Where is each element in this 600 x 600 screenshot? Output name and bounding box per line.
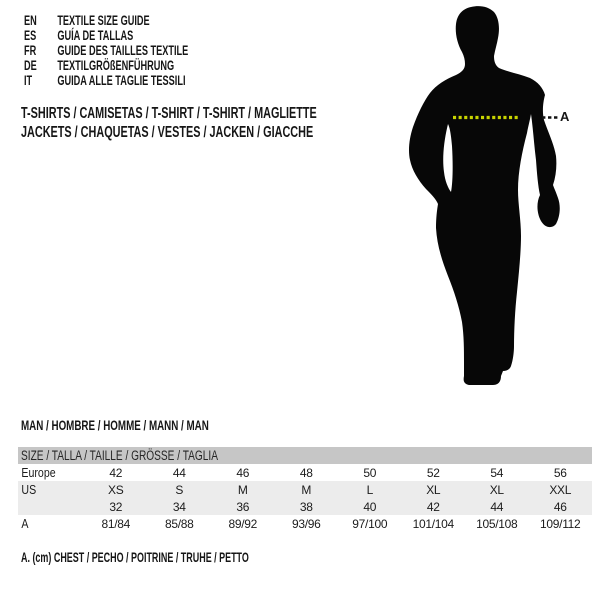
measurement-footnote: A. (cm) CHEST / PECHO / POITRINE / TRUHE / PETTO (21, 549, 249, 565)
table-cell: 93/96 (291, 516, 321, 531)
size-table-header-label: SIZE / TALLA / TAILLE / GRÖSSE / TAGLIA (21, 448, 218, 463)
table-cell: 32 (109, 499, 123, 514)
size-table (18, 447, 592, 532)
language-label: TEXTILE SIZE GUIDE (57, 13, 150, 28)
table-cell: 46 (553, 499, 567, 514)
table-cell: L (366, 482, 373, 497)
language-code: EN (24, 13, 37, 28)
table-cell: 97/100 (352, 516, 388, 531)
table-row-europe (18, 464, 592, 481)
table-cell: 101/104 (412, 516, 454, 531)
row-label: Europe (21, 465, 56, 480)
language-row (24, 43, 188, 58)
row-label: A (21, 516, 29, 531)
garment-categories (21, 105, 317, 142)
table-cell: 54 (490, 465, 504, 480)
language-list (24, 13, 188, 88)
language-label: GUÍA DE TALLAS (57, 28, 134, 43)
table-cell: 42 (426, 499, 440, 514)
table-cell: 34 (172, 499, 186, 514)
table-cell: XXL (549, 482, 572, 497)
language-code: IT (24, 73, 33, 88)
category-line-tshirts: T-SHIRTS / CAMISETAS / T-SHIRT / T-SHIRT / MAGLIETTE (21, 105, 317, 122)
table-cell: 36 (236, 499, 250, 514)
table-cell: M (237, 482, 248, 497)
table-cell: S (175, 482, 184, 497)
category-line-jackets: JACKETS / CHAQUETAS / VESTES / JACKEN / GIACCHE (21, 123, 314, 141)
table-cell: 44 (172, 465, 186, 480)
language-row (24, 73, 188, 88)
size-table-header-bar (18, 447, 592, 464)
language-label: TEXTILGRÖßENFÜHRUNG (57, 58, 175, 73)
table-cell: M (301, 482, 312, 497)
table-cell: 46 (236, 465, 250, 480)
language-label: GUIDA ALLE TAGLIE TESSILI (57, 73, 186, 88)
language-row (24, 28, 188, 43)
table-row-us (18, 481, 592, 498)
table-row-chest-cm (18, 515, 592, 532)
language-row (24, 58, 188, 73)
table-cell: 81/84 (101, 516, 131, 531)
section-title-man: MAN / HOMBRE / HOMME / MANN / MAN (21, 417, 209, 433)
table-cell: 56 (553, 465, 567, 480)
table-cell: 48 (299, 465, 313, 480)
row-label: US (21, 482, 37, 497)
table-cell: 42 (109, 465, 123, 480)
table-cell: 109/112 (540, 516, 581, 531)
language-code: DE (24, 58, 37, 73)
table-cell: 105/108 (476, 516, 518, 531)
table-row-alt-sizes (18, 498, 592, 515)
table-cell: 38 (299, 499, 313, 514)
language-code: ES (24, 28, 37, 43)
table-cell: 85/88 (164, 516, 194, 531)
table-cell: XS (108, 482, 124, 497)
table-cell: 40 (363, 499, 377, 514)
language-label: GUIDE DES TAILLES TEXTILE (57, 43, 189, 58)
language-code: FR (24, 43, 37, 58)
table-cell: XL (489, 482, 504, 497)
table-cell: 52 (426, 465, 440, 480)
table-cell: 89/92 (228, 516, 258, 531)
table-cell: 44 (490, 499, 504, 514)
measure-label-a: A (560, 109, 570, 124)
language-row (24, 13, 188, 28)
table-cell: XL (426, 482, 441, 497)
man-silhouette (409, 6, 560, 385)
table-cell: 50 (363, 465, 377, 480)
